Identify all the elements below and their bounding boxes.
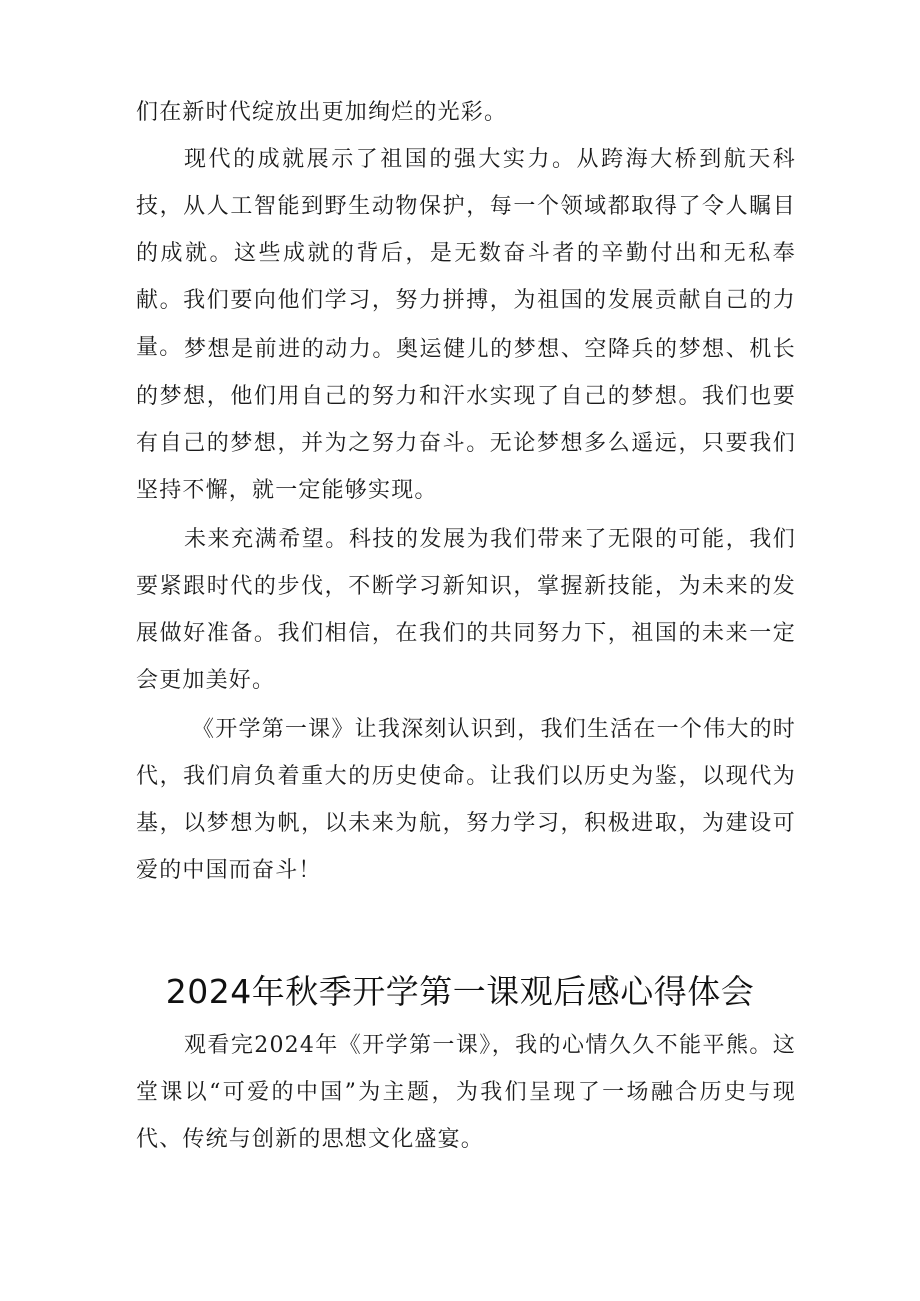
- section-title: 2024年秋季开学第一课观后感心得体会: [165, 972, 755, 1011]
- paragraph-future: 未来充满希望。科技的发展为我们带来了无限的可能，我们要紧跟时代的步伐，不断学习新知识，掌握新技能，为未来的发展做好准备。我们相信，在我们的共同努力下，祖国的未来一定会更加美好。: [136, 527, 796, 693]
- paragraph-dreams: 梦想是前进的动力。奥运健儿的梦想、空降兵的梦想、机长的梦想，他们用自己的努力和汗水实现了自己的梦想。我们也要有自己的梦想，并为之努力奋斗。无论梦想多么遥远，只要我们坚持不懈，就一定能够实现。: [136, 337, 796, 503]
- paragraph-continuation: 们在新时代绽放出更加绚烂的光彩。: [136, 100, 508, 125]
- paragraph-section-intro: 观看完2024年《开学第一课》，我的心情久久不能平熊。这堂课以“可爱的中国”为主题，为我们呈现了一场融合历史与现代、传统与创新的思想文化盛宴。: [136, 1033, 796, 1152]
- paragraph-modern-achievements: 现代的成就展示了祖国的强大实力。从跨海大桥到航天科技，从人工智能到野生动物保护，每一个领域都取得了令人瞩目的成就。这些成就的背后，是无数奋斗者的辛勤付出和无私奉献。我们要向他们学习，努力拼搏，为祖国的发展贡献自己的力量。: [136, 147, 796, 360]
- paragraph-conclusion: 《开学第一课》让我深刻认识到，我们生活在一个伟大的时代，我们肩负着重大的历史使命。让我们以历史为鉴，以现代为基，以梦想为帆，以未来为航，努力学习，积极进取，为建设可爱的中国而奋斗！: [136, 717, 796, 883]
